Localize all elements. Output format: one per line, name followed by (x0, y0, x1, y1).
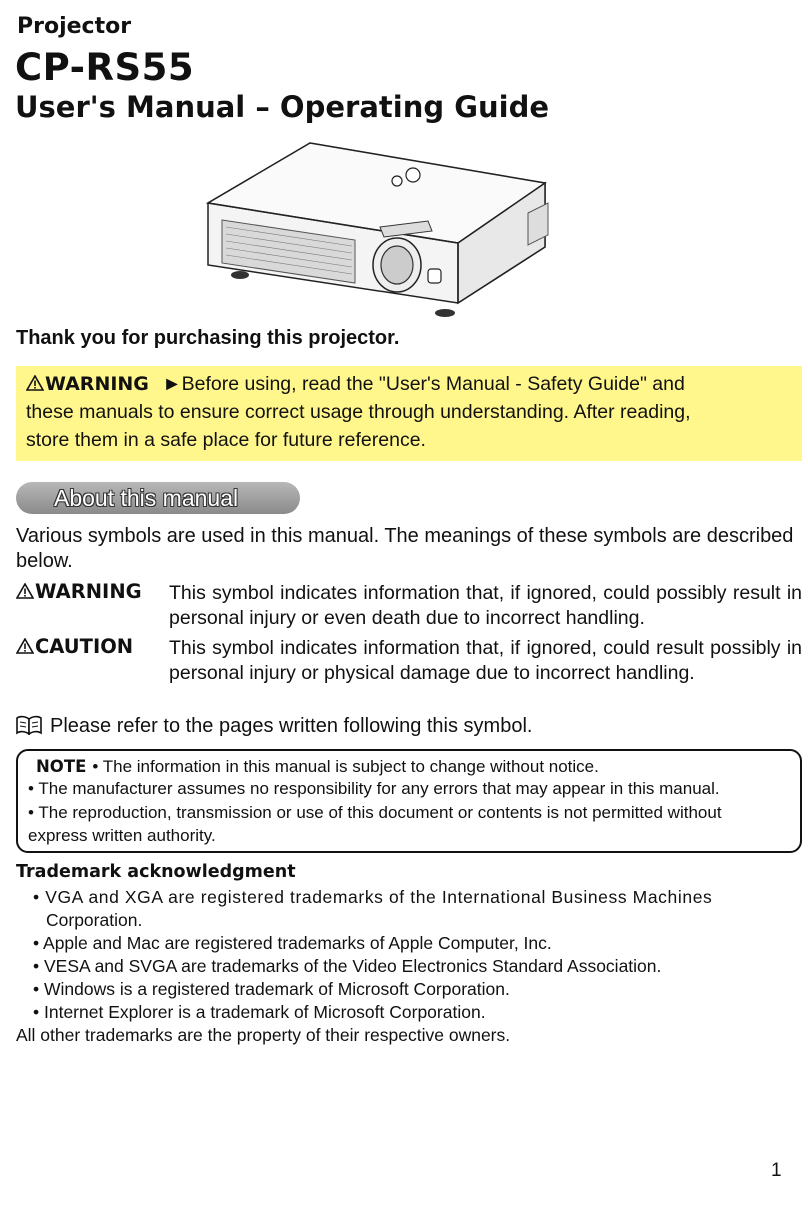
note-line-1 (28, 756, 794, 778)
warning-box-line1 (26, 370, 792, 398)
warning-box-text1: Before using, read the "User's Manual - Safety Guide" and (181, 373, 685, 395)
trademark-footer: All other trademarks are the property of their respective owners. (16, 1025, 511, 1045)
warning-symbol-desc: This symbol indicates information that, if ignored, could possibly result in personal injury or even death due to incorrect handling. (169, 582, 802, 629)
note-label: NOTE (36, 757, 87, 776)
product-label: Projector (17, 14, 132, 39)
note-line-3: • The reproduction, transmission or use of this document or contents is not permitted without (28, 803, 722, 822)
trademark-item-3: • VESA and SVGA are trademarks of the Video Electronics Standard Association. (33, 956, 662, 976)
book-symbol-desc: Please refer to the pages written following this symbol. (50, 715, 533, 737)
caution-triangle-icon (16, 638, 34, 654)
guide-title: User's Manual – Operating Guide (15, 90, 550, 124)
note-line-2: • The manufacturer assumes no responsibility for any errors that may appear in this manual. (28, 779, 720, 798)
caution-symbol-label: CAUTION (35, 635, 134, 658)
warning-symbol (16, 580, 142, 603)
note-line-4: express written authority. (28, 826, 216, 845)
warning-symbol-label: WARNING (35, 580, 142, 603)
book-icon (16, 715, 42, 735)
thanks-text: Thank you for purchasing this projector. (16, 327, 400, 349)
page-number: 1 (771, 1160, 782, 1181)
section-title: About this manual (54, 485, 239, 511)
projector-image (200, 135, 560, 325)
trademark-item-1-cont: Corporation. (46, 910, 143, 930)
trademark-item-1: • VGA and XGA are registered trademarks of the International Business Machines (33, 887, 713, 907)
trademark-heading: Trademark acknowledgment (16, 862, 296, 882)
warning-triangle-icon (26, 375, 44, 391)
warning-arrow-icon: ► (162, 373, 182, 395)
caution-symbol (16, 635, 133, 658)
caution-symbol-desc: This symbol indicates information that, if ignored, could result possibly in personal injury or physical damage due to incorrect handling. (169, 637, 802, 684)
model-title: CP-RS55 (15, 46, 195, 89)
symbols-intro: Various symbols are used in this manual. The meanings of these symbols are described below. (16, 525, 794, 572)
trademark-item-5: • Internet Explorer is a trademark of Microsoft Corporation. (33, 1002, 486, 1022)
warning-triangle-icon (16, 583, 34, 599)
warning-box-line3: store them in a safe place for future reference. (26, 429, 426, 451)
note-text-1: • The information in this manual is subject to change without notice. (92, 757, 599, 776)
book-symbol-line (16, 715, 532, 738)
warning-box (16, 366, 802, 461)
warning-box-line2: these manuals to ensure correct usage through understanding. After reading, (26, 401, 691, 423)
trademark-item-2: • Apple and Mac are registered trademarks of Apple Computer, Inc. (33, 933, 552, 953)
trademark-item-4: • Windows is a registered trademark of Microsoft Corporation. (33, 979, 510, 999)
warning-box-label: WARNING (45, 373, 149, 395)
